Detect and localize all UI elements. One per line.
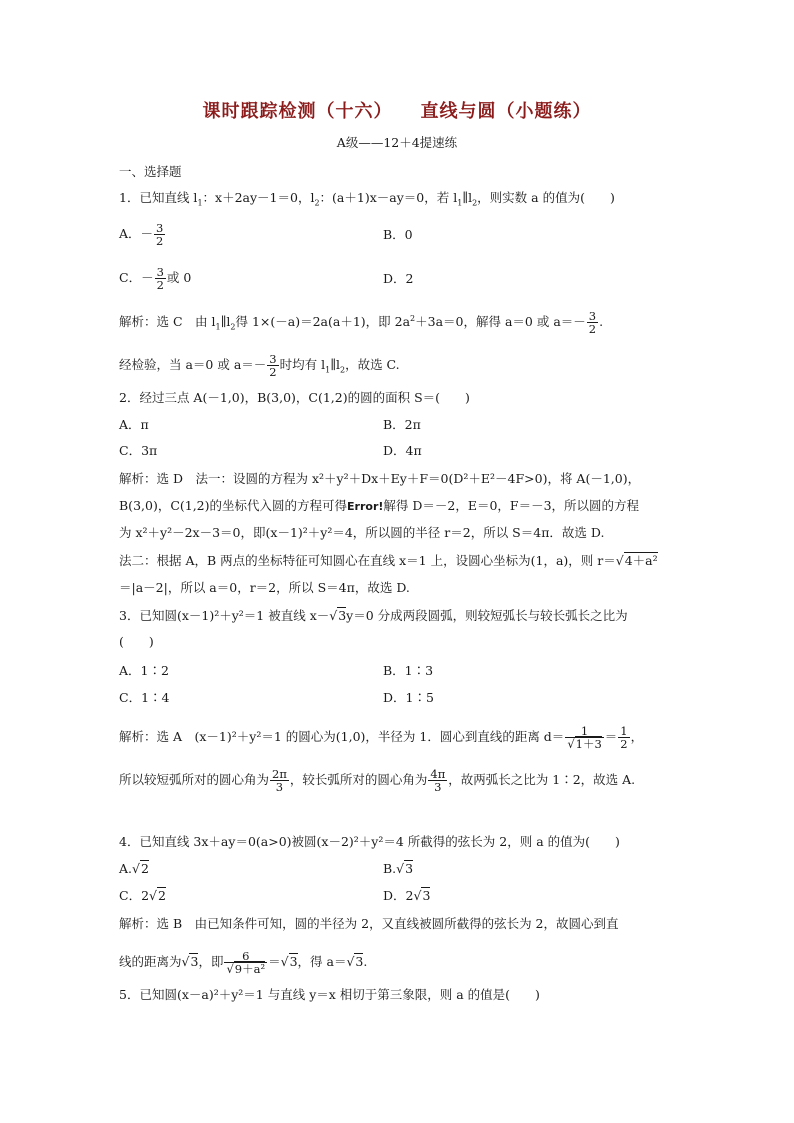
q1-check: 经检验，当 a＝0 或 a＝－ $\frac{3}{2}$ 时均有 $l_1\parallel l_2$，故选 C. xyxy=(119,352,400,379)
q4-answer-line2: 线的距离为√3，即 $\frac{6}{\text{√9＋a²}}$ ＝√3，得 a＝√3. xyxy=(119,949,368,976)
q2-option-a: A．π xyxy=(119,417,149,432)
q2-answer-line3: 为 x²＋y²－2x－3＝0，即(x－1)²＋y²＝4，所以圆的半径 r＝2，所以 S＝4π．故选 D. xyxy=(119,525,605,540)
q4-option-a: A.√2 xyxy=(119,861,149,876)
q1-option-a: A．－ $\frac{3}{2}$ xyxy=(119,221,164,248)
page-title xyxy=(0,97,794,123)
q3-answer-line1: 解析：选 A (x－1)²＋y²＝1 的圆心为(1,0)，半径为 1．圆心到直线的距离 d＝ $\frac{1}{√1+3}$ ＝ $\frac{1}{2}$ ， xyxy=(119,724,644,751)
section-heading: 一、选择题 xyxy=(119,164,182,179)
q3-option-b: B．1∶3 xyxy=(383,663,434,678)
q4-option-c: C．2√2 xyxy=(119,888,166,903)
q4-option-b: B.√3 xyxy=(383,861,414,876)
q3-answer-line2: 所以较短弧所对的圆心角为 $\frac{2\pi}{3}$ ，较长弧所对的圆心角为 $\frac{4\pi}{3}$ ，故两弧长之比为 1∶2，故选 A. xyxy=(119,767,636,794)
q3-option-c: C．1∶4 xyxy=(119,690,170,705)
q3-option-d: D．1∶5 xyxy=(383,690,434,705)
q2-answer-line4: 法二：根据 A，B 两点的坐标特征可知圆心在直线 x＝1 上，设圆心坐标为(1，a)，则 r＝√4＋a² xyxy=(119,553,658,568)
q1-option-d: D．2 xyxy=(383,271,414,286)
q2-answer-line1: 解析：选 D 法一：设圆的方程为 x²＋y²＋Dx＋Ey＋F＝0(D²＋E²－4F>0)，将 A(－1,0)， xyxy=(119,471,641,486)
q3-stem: 3．已知圆(x－1)²＋y²＝1 被直线 x－√3y＝0 分成两段圆弧，则较短弧长与较长弧长之比为 xyxy=(119,608,628,623)
title-right: 直线与圆（小题练） xyxy=(420,101,592,122)
q1-answer: 解析：选 C 由 $l_1\parallel l_2$得 1×(－a)＝2a(a＋1)，即 $2a^2+3a=0$，解得 a＝0 或 a＝－ $\frac{3}{2}$ . xyxy=(119,309,604,336)
q1-option-c: C．－ $\frac{3}{2}$ 或 0 xyxy=(119,265,192,292)
q2-stem: 2．经过三点 A(－1,0)，B(3,0)，C(1,2)的圆的面积 S＝( ) xyxy=(119,390,470,405)
q4-stem: 4．已知直线 3x＋ay＝0(a>0)被圆(x－2)²＋y²＝4 所截得的弦长为 2，则 a 的值为( ) xyxy=(119,834,620,849)
q2-answer-line5: ＝|a－2|，所以 a＝0，r＝2，所以 S＝4π，故选 D. xyxy=(119,580,410,595)
q4-answer-line1: 解析：选 B 由已知条件可知，圆的半径为 2，又直线被圆所截得的弦长为 2，故圆心到直 xyxy=(119,916,619,931)
subtitle: A级——12＋4提速练 xyxy=(336,135,458,150)
q3-stem-bracket: ( ) xyxy=(119,634,154,649)
q1-option-b: B．0 xyxy=(383,227,413,242)
q3-option-a: A．1∶2 xyxy=(119,663,169,678)
q2-option-c: C．3π xyxy=(119,443,158,458)
q5-stem: 5．已知圆(x－a)²＋y²＝1 与直线 y＝x 相切于第三象限，则 a 的值是( ) xyxy=(119,987,540,1002)
q2-option-b: B．2π xyxy=(383,417,421,432)
q1-stem: 1．已知直线 $l_1$：x＋2ay－1＝0，$l_2$：(a＋1)x－ay＝0，若 $l_1\parallel l_2$，则实数 a 的值为( ) xyxy=(119,190,615,208)
title-left: 课时跟踪检测（十六） xyxy=(202,101,393,122)
q2-option-d: D．4π xyxy=(383,443,422,458)
q2-answer-line2: B(3,0)，C(1,2)的坐标代入圆的方程可得Error!解得 D＝－2，E＝0，F＝－3，所以圆的方程 xyxy=(119,498,640,513)
q4-option-d: D．2√3 xyxy=(383,888,431,903)
